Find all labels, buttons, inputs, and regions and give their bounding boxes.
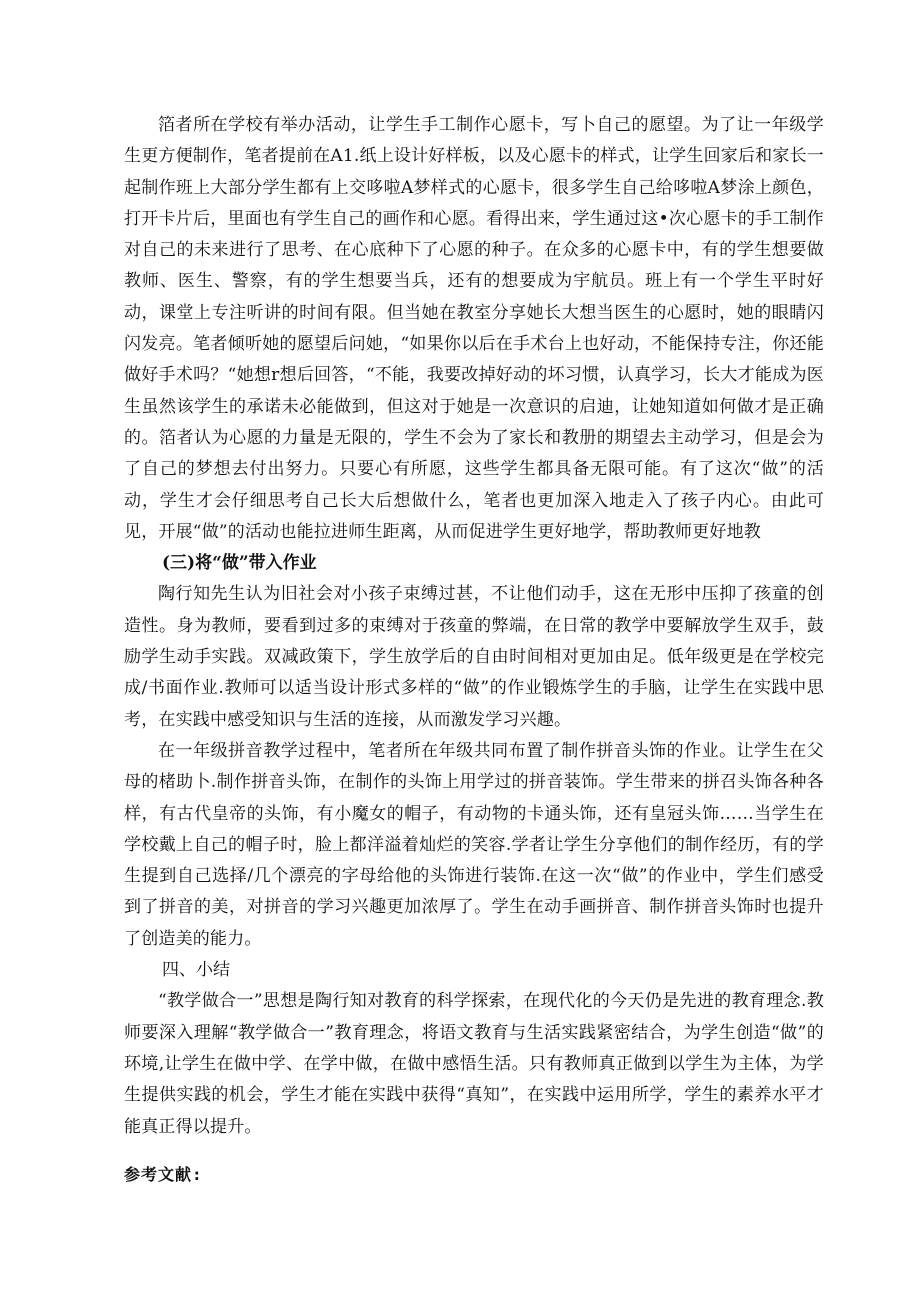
section-heading-homework: (三)将“做”带入作业 <box>162 553 317 574</box>
paragraph-wish-card-activity: 箔者所在学校有举办活动，让学生手工制作心愿卡，写卜自己的愿望。为了让一年级学生更方便制作，笔者提前在A1.纸上设计好样板，以及心愿卡的样式，让学生回家后和家长一起制作班上大部分学生都有上交哆啦A梦样式的心愿卡，很多学生自己给哆啦A梦涂上颜色，打开卡片后，里面也有学生自己的画作和心愿。看得出来，学生通过这•次心愿卡的手工制作对自己的未来进行了思考、在心底种下了心愿的种子。在众多的心愿卡中，有的学生想要做教师、医生、警察，有的学生想要当兵，还有的想要成为宇航员。班上有一个学生平时好动，课堂上专注听讲的时间有限。但当她在教室分享她长大想当医生的心愿时，她的眼睛闪闪发亮。笔者倾听她的愿望后问她，“如果你以后在手术台上也好动，不能保持专注，你还能做好手术吗？“她想r想后回答，“不能，我要改掉好动的坏习惯，认真学习，长大才能成为医生虽然该学生的承诺未必能做到，但这对于她是一次意识的启迪，让她知道如何做才是正确的。箔者认为心愿的力量是无限的，学生不会为了家长和教册的期望去主动学习，但是会为了自己的梦想去付出努力。只要心有所愿，这些学生都具备无限可能。有了这次“做”的活动，学生才会仔细思考自己长大后想做什么，笔者也更加深入地走入了孩子内心。由此可见，开展“做”的活动也能拉进师生距离，从而促进学生更好地学，帮助教师更好地教 <box>124 115 824 542</box>
references-heading: 参考文献: <box>124 1165 203 1184</box>
paragraph-pinyin-headwear: 在一年级拼音教学过程中，笔者所在年级共同布置了制作拼音头饰的作业。让学生在父母的楮助卜.制作拼音头饰，在制作的头饰上用学过的拼音装饰。学生带来的拼召头饰各种各样，有古代皇帝的头饰，有小魔女的帽子，有动物的卡通头饰，还有皇冠头饰……当学生在学校戴上自己的帽子时，脸上都洋溢着灿烂的笑容.学者让学生分享他们的制作经历，有的学生提到自己选择/几个漂亮的字母给他的头饰进行装饰.在这一次“做”的作业中，学生们感受到了拼音的美，对拼音的学习兴趣更加浓厚了。学生在动手画拼音、制作拼音头饰时也提升了创造美的能力。 <box>124 740 824 949</box>
paragraph-summary: “教学做合一”思想是陶行知对教育的科学探索，在现代化的今天仍是先进的教育理念.教师要深入理解“教学做合一”教育理念，将语文教育与生活实践紧密结合，为学生创造“做”的环境,让学生在做中学、在学中做，在做中感悟生活。只有教师真正做到以学生为主体，为学生提供实践的机会，学生才能在实践中获得“真知”，在实践中运用所学，学生的素养水平才能真正得以提升。 <box>124 991 824 1137</box>
paragraph-tao-xingzhi-view: 陶行知先生认为旧社会对小孩子束缚过甚，不让他们动手，这在无形中压抑了孩童的创造性。身为教师，要看到过多的束缚对于孩童的弊端，在日常的教学中要解放学生双手，鼓励学生动手实践。双减政策下，学生放学后的自由时间相对更加由足。低年级更是在学校完成/书面作业.教师可以适当设计形式多样的“做”的作业锻炼学生的手脑，让学生在实践中思考，在实践中感受知识与生活的连接，从而激发学习兴趣。 <box>124 584 824 730</box>
section-heading-summary: 四、小结 <box>162 960 230 981</box>
document-body <box>124 110 824 1143</box>
